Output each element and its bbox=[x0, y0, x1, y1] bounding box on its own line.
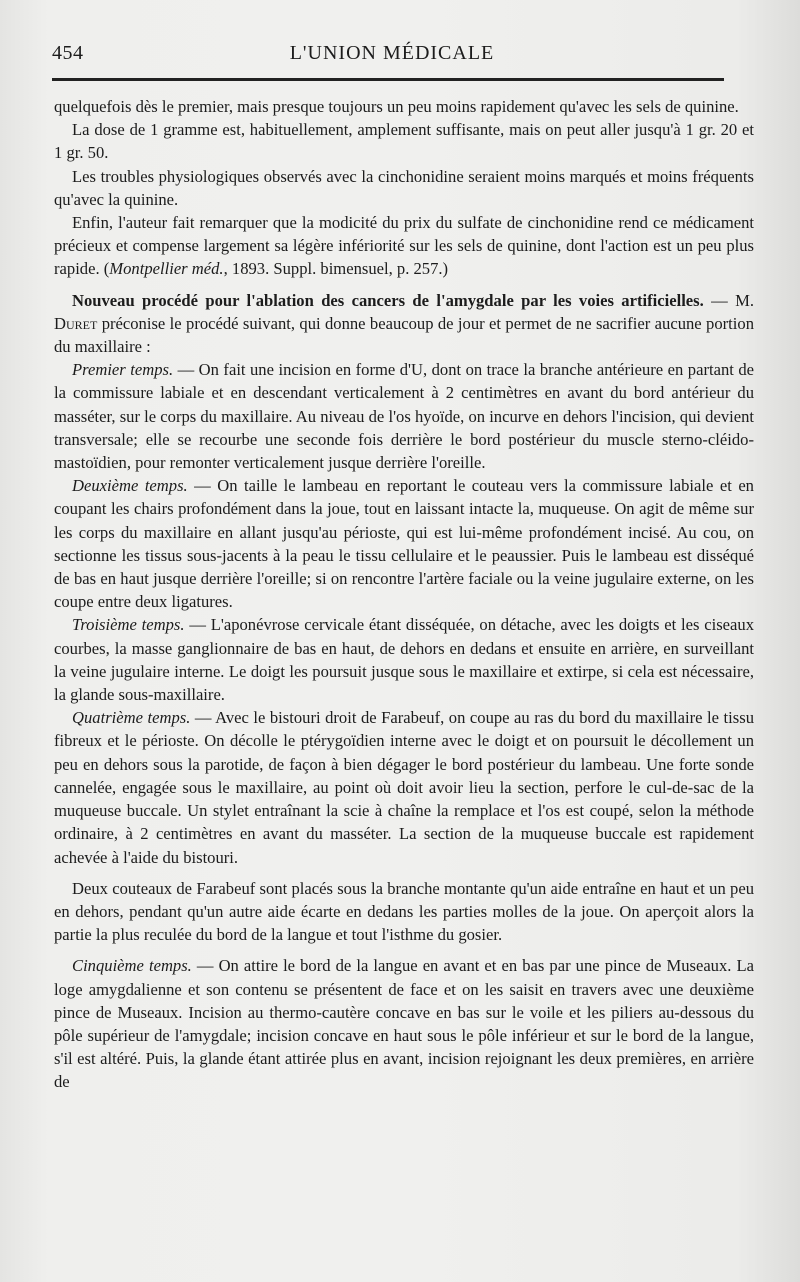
section-dash: — M. bbox=[703, 290, 755, 310]
step-4-text: — Avec le bistouri droit de Farabeuf, on coupe au ras du bord du maxillaire le tissu fibreux et le périoste. On décolle le ptérygoïdien interne avec le doigt et on poursuit le décollement un peu en dehors sous la parotide, de façon à bien dégager le bord postérieur du lambeau. Une forte sonde cannelée, engagée sous le maxillaire, au point où doit avoir lieu la section, perfore le cul-de-sac de la muqueuse buccale. Un stylet entraînant la scie à chaîne la remplace et l'os est coupé, selon la méthode ordinaire, à 2 centimètres en avant du masséter. La section de la muqueuse buccale est rapidement achevée à l'aide du bistouri. bbox=[54, 708, 754, 867]
step-3 bbox=[54, 613, 754, 706]
paragraph-quinine-speed: quelquefois dès le premier, mais presque toujours un peu moins rapidement qu'avec les sels de quinine. bbox=[54, 97, 739, 116]
step-5-label: Cinquième temps. bbox=[72, 956, 192, 976]
step-3-label: Troisième temps. bbox=[72, 615, 185, 635]
step-5 bbox=[54, 954, 754, 1093]
citation-rest: , 1893. Suppl. bimensuel, p. 257.) bbox=[223, 259, 449, 279]
step-4 bbox=[54, 706, 754, 868]
section-title: Nouveau procédé pour l'ablation des cancers de l'amygdale par les voies artificielles. bbox=[72, 290, 704, 310]
paragraph-couteaux: Deux couteaux de Farabeuf sont placés sous la branche montante qu'un aide entraîne en haut et un peu en dehors, pendant qu'un autre aide écarte en dedans les parties molles de la joue. On aperçoit alors la partie la plus reculée du bord de la langue et tout l'isthme du gosier. bbox=[54, 878, 754, 945]
running-title: L'UNION MÉDICALE bbox=[289, 42, 495, 64]
step-1-text: — On fait une incision en forme d'U, dont on trace la branche antérieure en partant de la commissure labiale et en descendant verticalement à 2 centimètres en avant du bord antérieur du masséter, sur le corps du maxillaire. Au niveau de l'os hyoïde, on incurve en dehors l'incision, qui devient transversale; elle se recourbe une seconde fois derrière le bord postérieur du muscle sterno-cléido-mastoïdien, pour remonter verticalement jusque derrière l'oreille. bbox=[54, 360, 754, 473]
body-text bbox=[54, 95, 754, 1094]
paragraph-dose: La dose de 1 gramme est, habituellement, amplement suffisante, mais on peut aller jusqu'à 1 gr. 20 et 1 gr. 50. bbox=[54, 120, 754, 163]
header-rule bbox=[52, 78, 724, 81]
step-2-label: Deuxième temps. bbox=[72, 476, 188, 496]
paragraph-troubles: Les troubles physiologiques observés avec la cinchonidine seraient moins marqués et moins fréquents qu'avec la quinine. bbox=[54, 166, 754, 209]
section-paragraph bbox=[54, 289, 754, 359]
author-name: Duret bbox=[54, 313, 98, 333]
step-1 bbox=[54, 358, 754, 474]
citation-journal: Montpellier méd. bbox=[109, 259, 224, 279]
page-number: 454 bbox=[52, 42, 84, 64]
page-header bbox=[52, 40, 732, 68]
step-4-label: Quatrième temps. bbox=[72, 708, 191, 728]
conclusion-text: Enfin, l'auteur fait remarquer que la modicité du prix du sulfate de cinchonidine rend ce médicament précieux et compense largement sa légère infériorité sur les sels de quinine, dont l'action est un peu plus rapide. ( bbox=[54, 213, 754, 279]
step-2-text: — On taille le lambeau en reportant le couteau vers la commissure labiale et en coupant les chairs profondément dans la joue, tout en laissant intacte la, muqueuse. On agit de même sur les corps du maxillaire en allant jusqu'au périoste, qui est lui-même profondément incisé. Au cou, on sectionne les tissus sous-jacents à la peau le tissu cellulaire et le peaussier. Puis le lambeau est disséqué de bas en haut jusque derrière l'oreille; si on rencontre l'artère faciale ou la veine jugulaire externe, on les coupe entre deux ligatures. bbox=[54, 476, 754, 612]
step-2 bbox=[54, 474, 754, 613]
section-intro: préconise le procédé suivant, qui donne beaucoup de jour et permet de ne sacrifier aucune portion du maxillaire : bbox=[54, 313, 754, 357]
step-1-label: Premier temps. bbox=[72, 360, 174, 380]
step-3-text: — L'aponévrose cervicale étant disséquée, on détache, avec les doigts et les ciseaux courbes, la masse ganglionnaire de bas en haut, de dehors en dedans et ensuite en arrière, en surveillant la veine jugulaire interne. Le doigt les poursuit jusque sous le maxillaire et extirpe, si cela est nécessaire, la glande sous-maxillaire. bbox=[54, 615, 754, 705]
paragraph-conclusion bbox=[54, 211, 754, 281]
step-5-text: — On attire le bord de la langue en avant et en bas par une pince de Museaux. La loge amygdalienne et son contenu se présentent de face et on les saisit en travers avec une deuxième pince de Museaux. Incision au thermo-cautère concave en bas sur le voile et les piliers au-dessous du pôle supérieur de l'amygdale; incision concave en haut sous le pôle inférieur et sur le bord de la langue, s'il est altéré. Puis, la glande étant attirée plus en avant, incision rejoignant les deux premières, en arrière de bbox=[54, 956, 754, 1092]
